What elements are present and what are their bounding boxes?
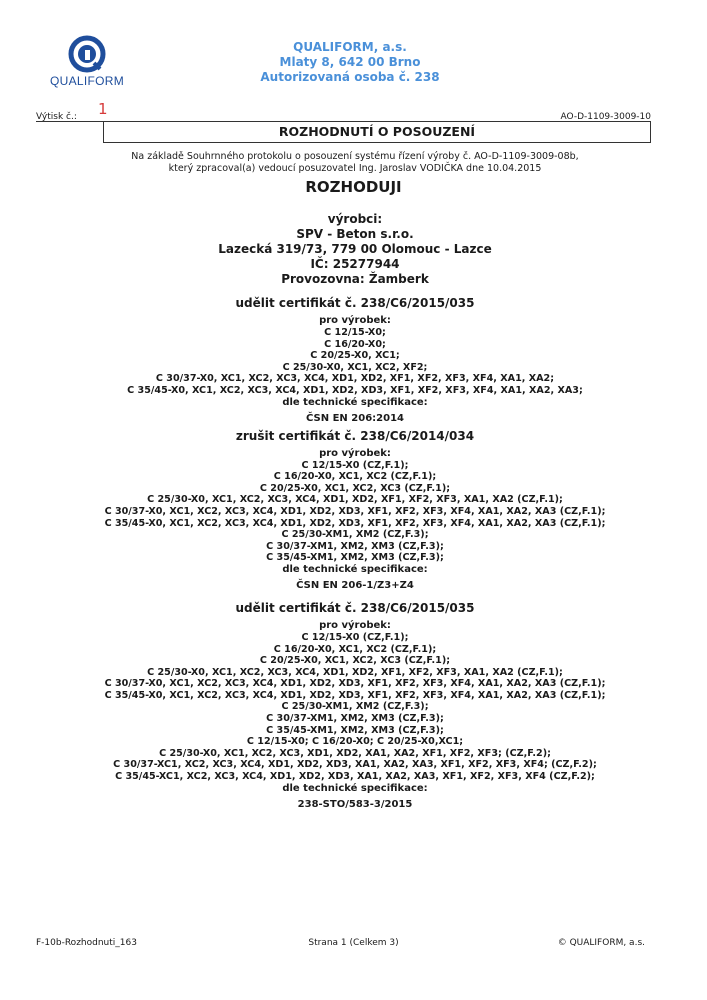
- section1-product-label: pro výrobek:: [319, 315, 391, 326]
- list-item: C 30/37-XC1, XC2, XC3, XC4, XD1, XD2, XD3, XA1, XA2, XA3, XF1, XF2, XF3, XF4; (CZ,F.2);: [113, 759, 597, 771]
- qualiform-logo: [34, 34, 140, 94]
- list-item: C 20/25-X0, XC1, XC2, XC3 (CZ,F.1);: [259, 482, 451, 494]
- manufacturer-name: SPV - Beton s.r.o.: [296, 227, 414, 241]
- list-item: C 30/37-X0, XC1, XC2, XC3, XC4, XD1, XD2, XD3, XF1, XF2, XF3, XF4, XA1, XA2, XA3 (CZ,F.1);: [104, 678, 606, 690]
- list-item: C 35/45-XM1, XM2, XM3 (CZ,F.3);: [266, 724, 444, 736]
- logo-text: QUALIFORM: [49, 74, 125, 88]
- list-item: C 30/37-X0, XC1, XC2, XC3, XC4, XD1, XD2, XD3, XF1, XF2, XF3, XF4, XA1, XA2, XA3 (CZ,F.1);: [104, 505, 606, 517]
- list-item: C 16/20-X0;: [324, 338, 386, 350]
- manufacturer-label: výrobci:: [327, 212, 383, 226]
- intro-line-2: který zpracoval(a) vedoucí posuzovatel Ing. Jaroslav VODIČKA dne 10.04.2015: [168, 163, 542, 174]
- section2-title: zrušit certifikát č. 238/C6/2014/034: [235, 428, 475, 443]
- list-item: C 30/37-X0, XC1, XC2, XC3, XC4, XD1, XD2, XF1, XF2, XF3, XF4, XA1, XA2;: [155, 373, 555, 385]
- list-item: C 25/30-XM1, XM2 (CZ,F.3);: [281, 701, 429, 713]
- footer-form-id: F-10b-Rozhodnuti_163: [36, 938, 137, 948]
- list-item: C 12/15-X0 (CZ,F.1);: [301, 631, 409, 643]
- document-title: ROZHODNUTÍ O POSOUZENÍ: [103, 121, 651, 143]
- vytisk-number: 1: [98, 100, 108, 118]
- list-item: C 25/30-X0, XC1, XC2, XC3, XD1, XD2, XA1, XA2, XF1, XF2, XF3; (CZ,F.2);: [159, 747, 551, 759]
- section2-product-label: pro výrobek:: [319, 447, 391, 459]
- decision-body: [40, 212, 670, 811]
- section1-spec-label: dle technické specifikace:: [282, 396, 428, 408]
- list-item: C 12/15-X0; C 16/20-X0; C 20/25-X0,XC1;: [246, 736, 464, 748]
- org-name: QUALIFORM, a.s.: [293, 40, 407, 54]
- list-item: C 35/45-X0, XC1, XC2, XC3, XC4, XD1, XD2, XD3, XF1, XF2, XF3, XF4, XA1, XA2, XA3;: [127, 384, 583, 396]
- intro-line-1: Na základě Souhrnného protokolu o posouzení systému řízení výroby č. AO-D-1109-3009-08b,: [131, 151, 579, 162]
- list-item: C 35/45-X0, XC1, XC2, XC3, XC4, XD1, XD2, XD3, XF1, XF2, XF3, XF4, XA1, XA2, XA3 (CZ,F.1);: [104, 689, 606, 701]
- header-rule: [36, 121, 103, 122]
- manufacturer-plant: Provozovna: Žamberk: [281, 272, 429, 286]
- section3-product-label: pro výrobek:: [319, 619, 391, 631]
- list-item: C 25/30-XM1, XM2 (CZ,F.3);: [281, 529, 429, 541]
- section2-spec: ČSN EN 206-1/Z3+Z4: [296, 579, 414, 591]
- section2-spec-label: dle technické specifikace:: [282, 563, 428, 575]
- list-item: C 20/25-X0, XC1, XC2, XC3 (CZ,F.1);: [259, 655, 451, 667]
- list-item: C 12/15-X0 (CZ,F.1);: [301, 459, 409, 471]
- list-item: C 25/30-X0, XC1, XC2, XC3, XC4, XD1, XD2, XF1, XF2, XF3, XA1, XA2 (CZ,F.1);: [147, 494, 563, 506]
- manufacturer-ic: IČ: 25277944: [310, 257, 400, 271]
- footer-copyright: © QUALIFORM, a.s.: [557, 938, 645, 948]
- section3-spec: 238-STO/583-3/2015: [297, 798, 413, 810]
- list-item: C 16/20-X0, XC1, XC2 (CZ,F.1);: [273, 471, 437, 483]
- section1-title: udělit certifikát č. 238/C6/2015/035: [235, 296, 475, 310]
- org-authorized: Autorizovaná osoba č. 238: [260, 70, 440, 84]
- list-item: C 35/45-XC1, XC2, XC3, XC4, XD1, XD2, XD3, XA1, XA2, XA3, XF1, XF2, XF3, XF4 (CZ,F.2);: [115, 771, 595, 783]
- decision-heading: ROZHODUJI: [305, 178, 402, 196]
- section2-item-list: [40, 460, 670, 564]
- section3-item-list: [40, 632, 670, 783]
- qualiform-logo-icon: [67, 34, 107, 74]
- section3-spec-label: dle technické specifikace:: [282, 782, 428, 794]
- list-item: C 30/37-XM1, XM2, XM3 (CZ,F.3);: [266, 540, 444, 552]
- list-item: C 25/30-X0, XC1, XC2, XC3, XC4, XD1, XD2, XF1, XF2, XF3, XA1, XA2 (CZ,F.1);: [147, 666, 563, 678]
- organization-block: [200, 40, 500, 85]
- intro-text: [60, 151, 650, 175]
- list-item: C 35/45-XM1, XM2, XM3 (CZ,F.3);: [266, 552, 444, 564]
- document-reference: AO-D-1109-3009-10: [560, 112, 651, 122]
- list-item: C 25/30-X0, XC1, XC2, XF2;: [282, 361, 428, 373]
- org-address: Mlaty 8, 642 00 Brno: [279, 55, 421, 69]
- list-item: C 30/37-XM1, XM2, XM3 (CZ,F.3);: [266, 713, 444, 725]
- section3-title: udělit certifikát č. 238/C6/2015/035: [235, 600, 475, 615]
- section1-spec: ČSN EN 206:2014: [306, 412, 404, 424]
- vytisk-label: Výtisk č.:: [36, 112, 77, 122]
- list-item: C 12/15-X0;: [324, 327, 386, 338]
- list-item: C 20/25-X0, XC1;: [310, 350, 400, 362]
- section1-item-list: [40, 327, 670, 397]
- footer-page-number: Strana 1 (Celkem 3): [308, 938, 399, 948]
- list-item: C 35/45-X0, XC1, XC2, XC3, XC4, XD1, XD2, XD3, XF1, XF2, XF3, XF4, XA1, XA2, XA3 (CZ,F.1);: [104, 517, 606, 529]
- list-item: C 16/20-X0, XC1, XC2 (CZ,F.1);: [273, 643, 437, 655]
- manufacturer-address: Lazecká 319/73, 779 00 Olomouc - Lazce: [218, 242, 492, 256]
